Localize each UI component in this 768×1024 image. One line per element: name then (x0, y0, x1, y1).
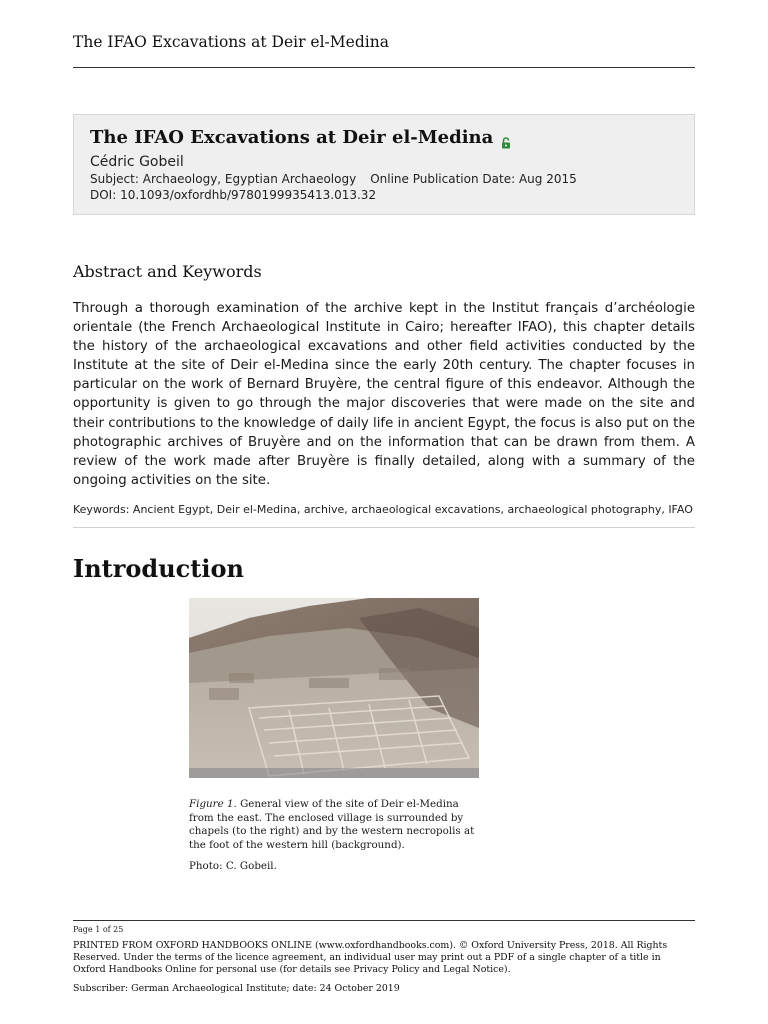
running-head: The IFAO Excavations at Deir el-Medina (73, 33, 389, 51)
subject-label: Subject: (90, 172, 139, 186)
chapter-title-row (90, 126, 678, 150)
figure-caption (189, 798, 479, 852)
keywords-divider (73, 527, 695, 528)
subscriber-line: Subscriber: German Archaeological Institute; date: 24 October 2019 (73, 983, 400, 994)
page-number: Page 1 of 25 (73, 925, 124, 934)
footer-divider (73, 920, 695, 921)
section-heading: Introduction (73, 554, 244, 583)
figure-credit: Photo: C. Gobeil. (189, 860, 277, 872)
figure-photo (189, 598, 479, 778)
doi-label: DOI: (90, 188, 117, 202)
figure-label: Figure 1. (189, 798, 237, 810)
header-divider (73, 67, 695, 68)
figure-caption-text: General view of the site of Deir el-Medina from the east. The enclosed village is surrounded by chapels (to the right) and by the western necropolis at the foot of the western hill (background). (189, 798, 475, 851)
chapter-title: The IFAO Excavations at Deir el-Medina (90, 127, 494, 148)
chapter-metadata-box (73, 114, 695, 215)
abstract-heading: Abstract and Keywords (73, 262, 262, 281)
abstract-text: Through a thorough examination of the archive kept in the Institut français d’archéologie orientale (the French Archaeological Institute in Cairo; hereafter IFAO), this chapter details the history of the archaeological excavations and other field activities conducted by the Institute at the site of Deir el-Medina since the early 20th century. The chapter focuses in particular on the work of Bernard Bruyère, the central figure of this endeavor. Although the opportunity is given to go through the major discoveries that were made on the site and their contributions to the knowledge of daily life in ancient Egypt, the focus is also put on the photographic archives of Bruyère and on the information that can be drawn from them. A review of the work made after Bruyère is finally detailed, along with a summary of the ongoing activities on the site. (73, 301, 695, 488)
subject-value: Archaeology, Egyptian Archaeology (142, 172, 357, 186)
subject-line (90, 171, 678, 187)
pubdate-value: Aug 2015 (518, 172, 577, 186)
open-access-lock-icon (501, 132, 511, 144)
pubdate-label: Online Publication Date: (370, 172, 516, 186)
doi-line (90, 187, 678, 203)
doi-value[interactable]: 10.1093/oxfordhb/9780199935413.013.32 (120, 188, 377, 202)
chapter-author: Cédric Gobeil (90, 154, 184, 170)
keywords-line: Keywords: Ancient Egypt, Deir el-Medina, archive, archaeological excavations, archaeological photography, IFAO (73, 503, 693, 516)
printed-notice: PRINTED FROM OXFORD HANDBOOKS ONLINE (www.oxfordhandbooks.com). © Oxford University Press, 2018. All Rights Reserved. Under the terms of the licence agreement, an individual user may print out a PDF of a single chapter of a title in Oxford Handbooks Online for personal use (for details see Privacy Policy and Legal Notice). (73, 940, 668, 976)
